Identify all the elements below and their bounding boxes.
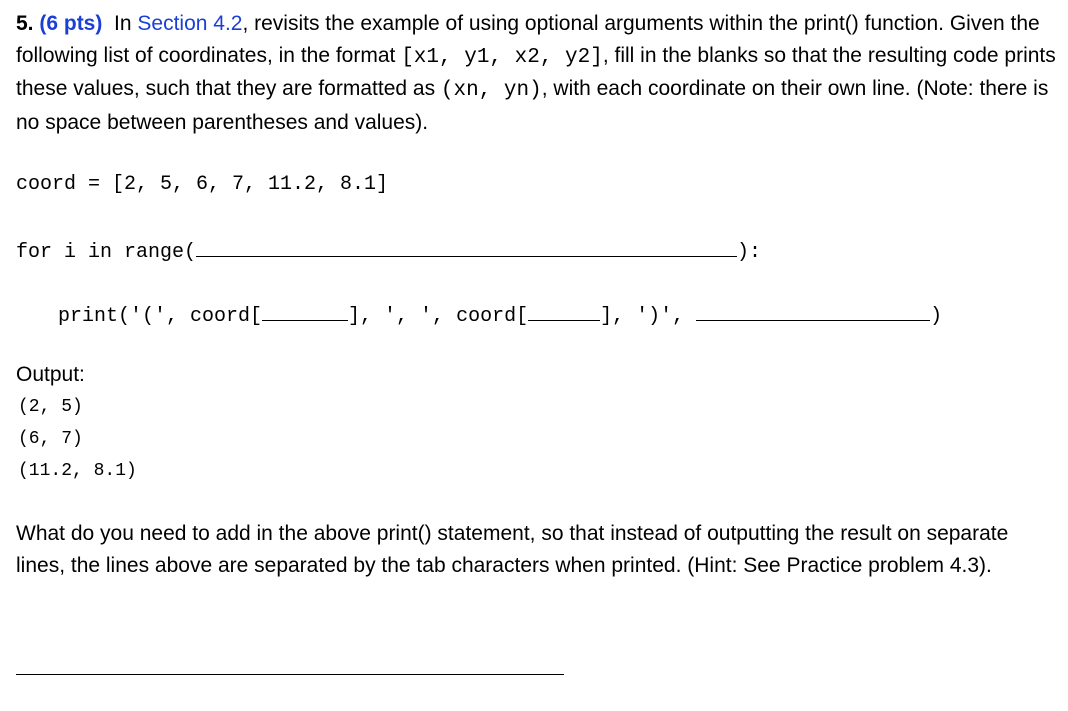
print-mid: ], ', ', coord[ — [348, 305, 529, 328]
question-text-part-3: , with each coordinate on their own line. (Note: there is no space between parentheses and values). — [16, 77, 1049, 134]
format-code: [x1, y1, x2, y2] — [401, 45, 603, 69]
code-print-line — [58, 300, 942, 330]
section-link[interactable]: Section 4.2 — [137, 12, 243, 35]
for-prefix: for i in range( — [16, 241, 197, 264]
range-blank[interactable] — [196, 236, 737, 257]
print-suffix: ) — [930, 305, 943, 328]
question-points: (6 pts) — [39, 12, 103, 35]
code-for-line — [16, 236, 761, 266]
code-assignment: coord = [2, 5, 6, 7, 11.2, 8.1] — [16, 173, 389, 196]
print-argument-blank[interactable] — [696, 300, 930, 321]
coord-index-blank-2[interactable] — [528, 300, 600, 321]
question-text-part-1: , revisits the example of using optional arguments within the print() function. Given the following list of coordinates, in the format — [16, 12, 1040, 67]
output-line-3: (11.2, 8.1) — [18, 461, 137, 481]
question-number: 5. — [16, 12, 34, 35]
output-label: Output: — [16, 363, 85, 386]
print-mid-2: ], ')', — [600, 305, 685, 328]
coord-index-blank-1[interactable] — [262, 300, 348, 321]
output-line-1: (2, 5) — [18, 397, 83, 417]
question-text-part-2: , fill in the blanks so that the resulting code prints these values, such that they are formatted as — [16, 43, 1056, 100]
question-intro: In — [114, 12, 132, 35]
answer-blank-line[interactable] — [16, 674, 564, 675]
question-text — [16, 8, 1056, 138]
output-line-2: (6, 7) — [18, 429, 83, 449]
output-format-code: (xn, yn) — [440, 79, 542, 102]
print-prefix: print('(', coord[ — [58, 305, 263, 328]
followup-question: What do you need to add in the above print() statement, so that instead of outputting the result on separate lines, the lines above are separated by the tab characters when printed. (Hint: See Practice problem 4.3). — [16, 522, 1009, 577]
for-suffix: ): — [737, 241, 762, 264]
